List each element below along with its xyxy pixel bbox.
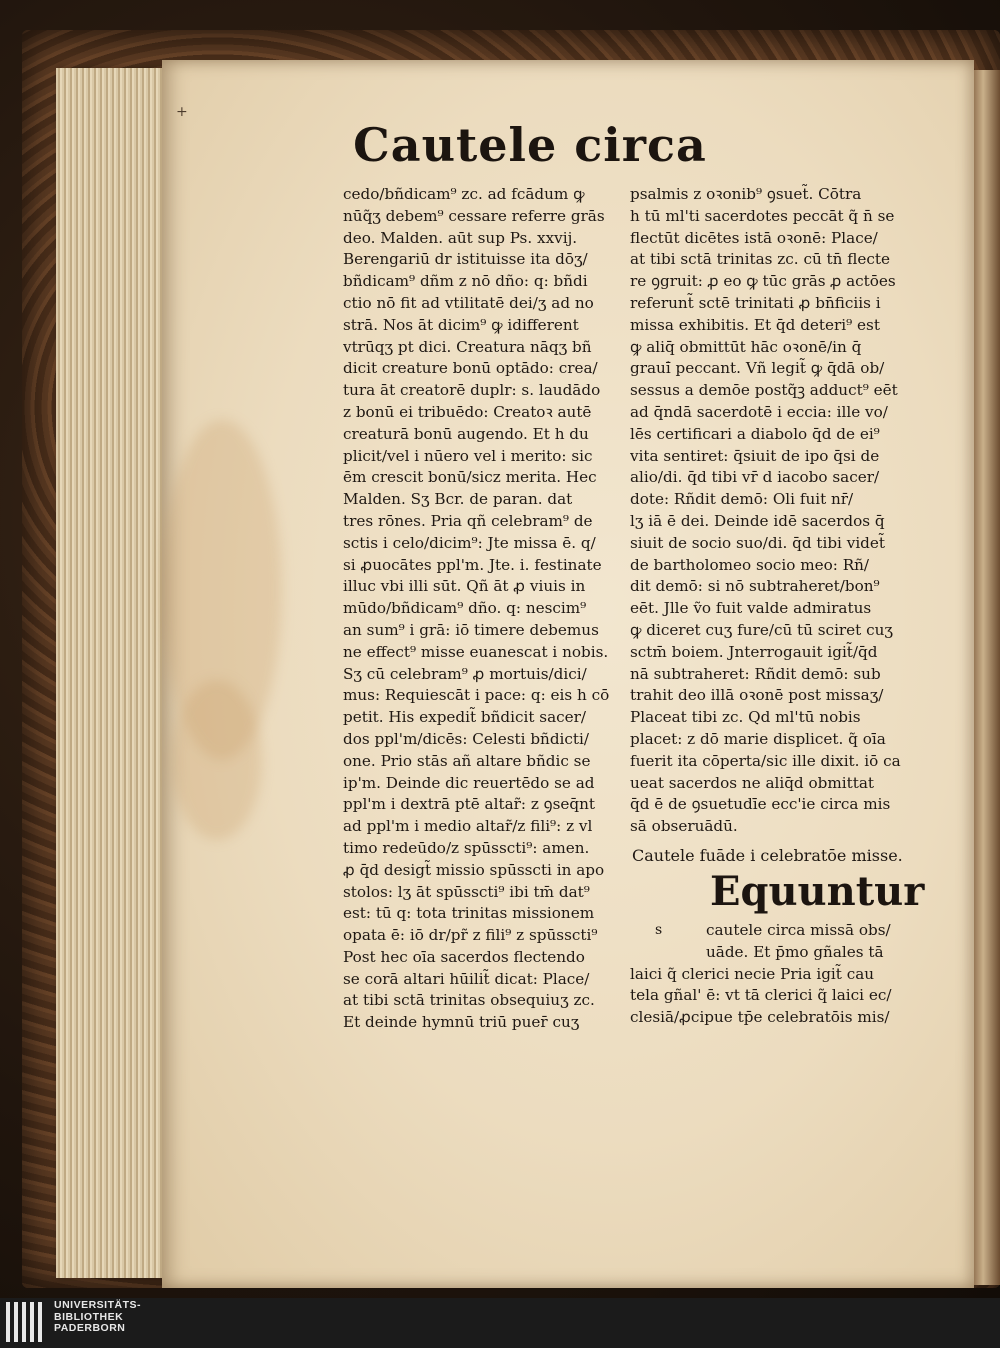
text-line: h tū ml'ti sacerdotes peccāt q̃ n̄ se	[630, 206, 895, 225]
text-line: an sum⁹ i grā: iō timere debemus	[343, 620, 599, 639]
text-line: plicit/vel i nūero vel i merito: sic	[343, 446, 593, 465]
text-line: fuerit ita cōperta/sic ille dixit. iō ca	[630, 751, 901, 770]
right-text-column	[630, 184, 912, 838]
text-line: lʒ iā ē dei. Deinde idē sacerdos q̄	[630, 511, 885, 530]
text-line: Et deinde hymnū triū puer̄ cuʒ	[343, 1013, 580, 1032]
text-line: flectūt dicētes istā oꝛonē: Place/	[630, 228, 878, 247]
text-line: de bartholomeo socio meo: Rñ/	[630, 555, 870, 574]
text-line: mus: Requiescāt i pace: q: eis h cō	[343, 686, 610, 705]
text-line: tres rōnes. Pria qñ celebram⁹ de	[343, 511, 593, 530]
text-line: mūdo/bñdicam⁹ dño. q: nescim⁹	[343, 599, 587, 618]
text-line: ꝓ q̄d desigt̃ missio spūsscti in apo	[343, 860, 605, 879]
library-logo-icon	[6, 1302, 50, 1342]
text-line: Sʒ cū celebram⁹ ꝓ mortuis/dici/	[343, 664, 587, 683]
text-line: nūq̃ʒ debem⁹ cessare referre grās	[343, 206, 605, 225]
text-line: ꝙ aliq̄ obmittūt hāc oꝛonē/in q̄	[630, 337, 862, 356]
text-line: at tibi sctā trinitas zc. cū tn̄ flecte	[630, 250, 890, 269]
text-line: uāde. Et p̄mo gñales tā	[706, 942, 884, 961]
page-heading: Cautele circa	[353, 118, 707, 172]
text-line: vita sentiret: q̄siuit de ipo q̄si de	[630, 446, 880, 465]
text-line: sā obseruādū.	[630, 817, 738, 836]
text-line: graui̇̄ peccant. Vñ legit̃ ꝙ q̄dā ob/	[630, 359, 885, 378]
page-edges	[56, 68, 168, 1278]
folio-mark: +	[176, 104, 188, 120]
text-line: placet: z dō marie displicet. q̃ oīa	[630, 729, 886, 748]
right-page-edge	[972, 70, 1000, 1285]
text-line: opata ē: iō dr/pr̃ z fili⁹ z spūsscti⁹	[343, 926, 598, 945]
text-line: dit demō: si nō subtraheret/bon⁹	[630, 577, 880, 596]
library-name-line: UNIVERSITÄTS-	[54, 1299, 142, 1311]
text-line: se corā altari hūilit̃ dicat: Place/	[343, 969, 590, 988]
text-line: missa exhibitis. Et q̄d deteri⁹ est	[630, 315, 880, 334]
text-line: z bonū ei tribuēdo: Creatoꝛ autē	[343, 402, 592, 421]
text-line: Berengariū dr istituisse ita dōʒ/	[343, 250, 588, 269]
library-name-line: BIBLIOTHEK	[54, 1310, 124, 1323]
text-line: q̄d ē de ꝯsuetudīe ecc'ie circa mis	[630, 795, 891, 814]
text-line: psalmis z oꝛonib⁹ ꝯsuet̃. Cōtra	[630, 185, 862, 203]
text-line: dos ppl'm/dicēs: Celesti bñdicti/	[343, 729, 589, 748]
text-line: eēt. Jlle ṽo fuit valde admiratus	[630, 599, 872, 618]
text-line: illuc vbi illi sūt. Qñ āt ꝓ viuis in	[343, 577, 586, 596]
text-line: Post hec oīa sacerdos flectendo	[343, 947, 585, 966]
text-line: deo. Malden. aūt sup Ps. xxvij.	[343, 228, 578, 247]
text-line: clesiā/ꝓcipue tp̄e celebratōis mis/	[630, 1008, 890, 1027]
text-line: nā subtraheret: Rñdit demō: sub	[630, 664, 881, 683]
water-stain	[172, 680, 262, 840]
text-line: est: tū q: tota trinitas missionem	[343, 904, 595, 923]
text-line: one. Prio stās añ altare bñdic se	[343, 751, 591, 770]
initial-word: Equuntur	[710, 868, 925, 915]
text-line: alio/di. q̄d tibi vr̄ d iacobo sacer/	[630, 468, 880, 487]
right-text-column-continued	[630, 920, 912, 1029]
library-name	[54, 1300, 141, 1335]
text-line: si ꝓuocātes ppl'm. Jte. i. festinate	[343, 555, 602, 574]
text-line: vtrūqʒ pt dici. Creatura nāqʒ bñ	[343, 337, 592, 356]
text-line: ēm crescit bonū/sicz merita. Hec	[343, 468, 597, 487]
text-line: strā. Nos āt dicim⁹ ꝙ idifferent	[343, 315, 579, 334]
text-line: ppl'm i dextrā ptē altar̃: z ꝯseq̄nt	[343, 795, 595, 814]
text-line: dicit creature bonū optādo: crea/	[343, 359, 598, 378]
text-line: siuit de socio suo/di. q̄d tibi videt̃	[630, 533, 885, 552]
text-line: dote: Rñdit demō: Oli fuit nr̄/	[630, 490, 854, 509]
text-line: referunt̃ sctē trinitati ꝓ bn̄ficiis i	[630, 293, 881, 312]
text-line: tura āt creatorē duplr: s. laudādo	[343, 381, 601, 400]
text-line: timo redeūdo/z spūsscti⁹: amen.	[343, 838, 590, 857]
guide-letter: s	[655, 922, 663, 938]
text-line: cautele circa missā obs/	[706, 921, 891, 939]
text-line: re ꝯgruit: ꝓ eo ꝙ tūc grās ꝓ actōes	[630, 272, 896, 291]
text-line: ip'm. Deinde dic reuertēdo se ad	[343, 773, 595, 792]
library-footer	[0, 1298, 1000, 1348]
library-name-line: PADERBORN	[54, 1322, 126, 1334]
text-line: creaturā bonū augendo. Et h du	[343, 424, 589, 443]
text-line: trahit deo illā oꝛonē post missaʒ/	[630, 686, 884, 705]
text-line: sctis i celo/dicim⁹: Jte missa ē. q/	[343, 533, 596, 552]
left-text-column	[343, 184, 625, 1034]
text-line: tela gñal' ē: vt tā clerici q̃ laici ec/	[630, 986, 892, 1005]
text-line: ꝙ diceret cuʒ fure/cū tū sciret cuʒ	[630, 620, 893, 639]
text-line: ne effect⁹ misse euanescat i nobis.	[343, 642, 609, 661]
text-line: bñdicam⁹ dñm z nō dño: q: bñdi	[343, 272, 588, 291]
text-line: ad q̄ndā sacerdotē i eccia: ille vo/	[630, 402, 888, 421]
text-line: at tibi sctā trinitas obsequiuʒ zc.	[343, 991, 595, 1010]
text-line: ueat sacerdos ne aliq̄d obmittat	[630, 773, 874, 792]
text-line: petit. His expedit̃ bñdicit sacer/	[343, 708, 587, 727]
text-line: lēs certificari a diabolo q̄d de ei⁹	[630, 424, 880, 443]
text-line: sessus a demōe postq̃ꝫ adduct⁹ eēt	[630, 381, 898, 400]
text-line: stolos: lʒ āt spūsscti⁹ ibi tm̄ dat⁹	[343, 882, 590, 901]
text-line: ctio nō fit ad vtilitatē dei/ʒ ad no	[343, 293, 594, 312]
text-line: Placeat tibi zc. Qd ml'tū nobis	[630, 708, 861, 727]
text-line: Malden. Sʒ Bcr. de paran. dat	[343, 490, 573, 509]
text-line: sctm̄ boiem. Jnterrogauit igit̃/q̄d	[630, 642, 878, 661]
text-line: laici q̃ clerici necie Pria igit̃ cau	[630, 964, 875, 983]
section-subheading: Cautele fuāde i celebratōe misse.	[632, 846, 903, 865]
text-line: ad ppl'm i medio altar̃/z fili⁹: z vl	[343, 817, 593, 836]
text-line: cedo/bñdicam⁹ zc. ad fcādum ꝙ	[343, 185, 585, 203]
